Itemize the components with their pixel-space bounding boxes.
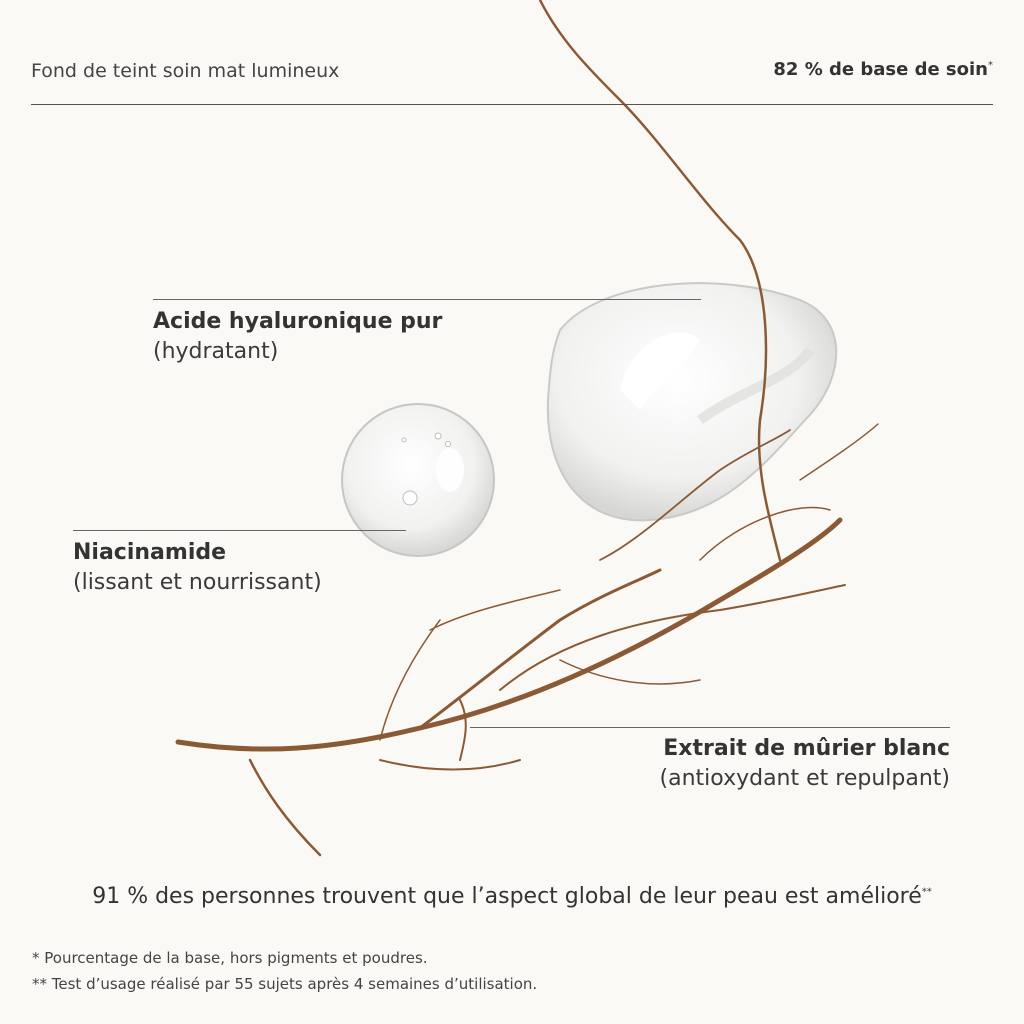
ingredient-name: Niacinamide [73,540,227,565]
ingredient-name: Acide hyaluronique pur [153,309,443,334]
header-divider [31,104,993,105]
satisfaction-stat [0,884,1024,909]
care-base-text: 82 % de base de soin [773,59,988,80]
ingredient-name: Extrait de mûrier blanc [663,736,950,761]
satisfaction-stat-text: 91 % des personnes trouvent que l’aspect global de leur peau est amélioré [92,884,922,909]
niacinamide-drop [342,404,494,556]
ingredient-niacinamide [73,538,322,598]
care-base-percentage [773,59,993,80]
hyaluronic-gel-blob [548,283,836,520]
footnote-care-base: * Pourcentage de la base, hors pigments et poudres. [32,949,428,967]
ingredient-rule-mulberry [470,727,950,728]
ingredient-benefit: (hydratant) [153,339,279,364]
ingredient-rule-hyaluronic [153,299,701,300]
care-base-footnote-mark: * [988,60,993,71]
ingredient-mulberry [660,734,950,794]
footnote-usage-test: ** Test d’usage réalisé par 55 sujets après 4 semaines d’utilisation. [32,975,538,993]
ingredient-benefit: (lissant et nourrissant) [73,570,322,595]
satisfaction-stat-mark: ** [921,886,932,898]
product-name: Fond de teint soin mat lumineux [31,60,340,82]
ingredient-hyaluronic [153,307,442,367]
ingredient-benefit: (antioxydant et repulpant) [659,766,950,791]
ingredient-rule-niacinamide [73,530,406,531]
